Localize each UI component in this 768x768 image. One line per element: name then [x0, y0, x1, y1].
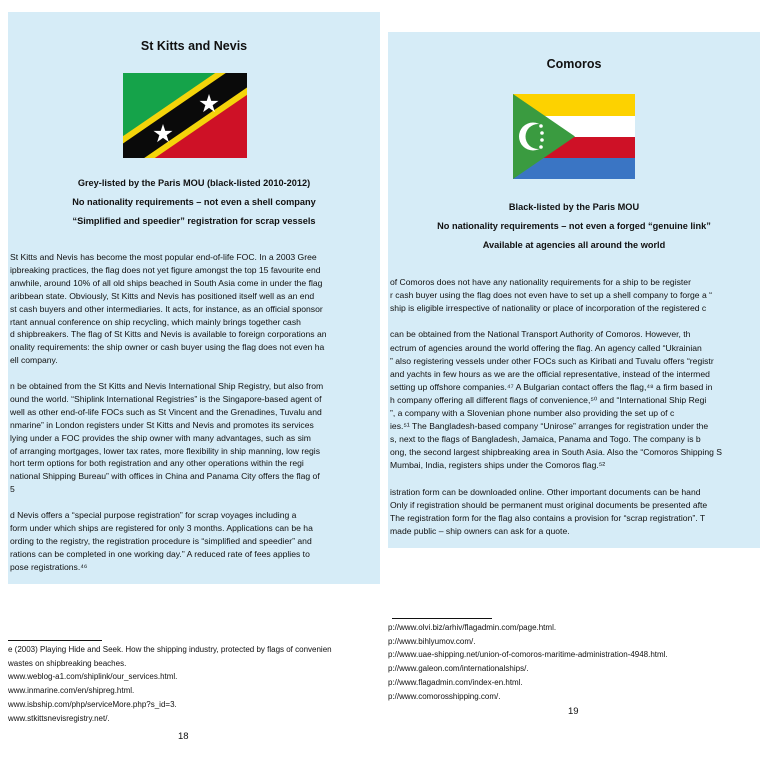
right-footnote-rule [392, 618, 492, 619]
right-title: Comoros [546, 57, 602, 71]
body-line: and yachts in few hours as we are the official representative, instead of the intermed [390, 368, 710, 379]
body-line: 5 [10, 484, 15, 495]
body-line: s, next to the flags of Bangladesh, Jamaica, Panama and Togo. The company is b [390, 434, 701, 445]
body-line: ”, a company with a Slovenian phone number also providing the set up of c [390, 408, 675, 418]
body-line: ong, the second largest shipbreaking area in South Asia. Also the “Comoros Shipping S [390, 447, 723, 458]
body-line: lying under a FOC provides the ship owner with many advantages, such as sim [10, 432, 311, 443]
right-subtitle-2: No nationality requirements – not even a forged “genuine link” [437, 221, 711, 231]
right-content-panel [388, 32, 760, 548]
left-footnote-rule [8, 640, 102, 641]
body-line: ell company. [10, 355, 58, 366]
body-line: of Comoros does not have any nationality requirements for a ship to be register [390, 277, 691, 287]
comoros-flag-image [513, 94, 635, 179]
footnote: p://www.comorosshipping.com/. [388, 691, 501, 701]
body-line: St Kitts and Nevis has become the most popular end-of-life FOC. In a 2003 Gree [10, 252, 317, 262]
body-line: national Shipping Bureau” with offices in China and Panama City offers the flag of [10, 471, 320, 482]
body-line: d Nevis offers a “special purpose registration” for scrap voyages including a [10, 510, 297, 520]
body-line: aribbean state. Obviously, St Kitts and Nevis has positioned itself well as an end [10, 290, 315, 301]
footnote: www.weblog-a1.com/shiplink/our_services.html. [8, 672, 178, 682]
body-line: ies.⁵¹ The Bangladesh-based company “Unirose” arranges for registration under the [390, 421, 709, 432]
footnote: wastes on shipbreaking beaches. [8, 658, 127, 668]
right-subtitle-1: Black-listed by the Paris MOU [508, 202, 640, 212]
st-kitts-flag-image [123, 73, 247, 158]
body-line: well as other end-of-life FOCs such as St Vincent and the Grenadines, Tuvalu and [10, 406, 322, 417]
body-line: h company offering all different flags of convenience,⁵⁰ and “International Ship Regi [390, 394, 707, 405]
left-page-number: 18 [178, 731, 189, 742]
body-line: st cash buyers and other intermediaries. It acts, for instance, as an official sponsor [10, 303, 323, 314]
body-line: ipbreaking practices, the flag does not yet figure amongst the top 15 favourite end [10, 264, 321, 275]
left-title: St Kitts and Nevis [140, 39, 248, 53]
body-line: rations can be completed in one working day.” A reduced rate of fees applies to [10, 548, 310, 559]
body-line: istration form can be downloaded online. Other important documents can be hand [390, 486, 701, 497]
right-subtitle-3: Available at agencies all around the world [482, 240, 666, 250]
body-line: Only if registration should be permanent must original documents be presented afte [390, 499, 708, 510]
body-line: pose registrations.⁴⁶ [10, 561, 88, 572]
footnote: p://www.flagadmin.com/index-en.html. [388, 677, 523, 687]
body-line: d shipbreakers. The flag of St Kitts and Nevis is available to foreign corporations an [10, 329, 327, 340]
left-subtitle-3: “Simplified and speedier” registration for scrap vessels [72, 216, 316, 226]
body-line: made public – ship owners can ask for a quote. [390, 525, 570, 536]
body-line: n be obtained from the St Kitts and Nevis International Ship Registry, but also from [10, 381, 324, 391]
body-line: ording to the registry, the registration procedure is “simplified and speedier” and [10, 535, 312, 546]
footnote: www.stkittsnevisregistry.net/. [8, 713, 110, 723]
body-line: r cash buyer using the flag does not even have to set up a shell company to forge a “ [390, 290, 712, 301]
body-line: setting up offshore companies.⁴⁷ A Bulgarian contact offers the flag,⁴⁸ a firm based in [390, 381, 713, 392]
footnote: e (2003) Playing Hide and Seek. How the shipping industry, protected by flags of convenien [8, 645, 332, 654]
body-line: ship is eligible irrespective of nationality or place of incorporation of the registered c [390, 303, 707, 314]
body-line: Mumbai, India, registers ships under the Comoros flag.⁵² [390, 460, 606, 471]
body-line: ound the world. “Shiplink International Registries” is the Singapore-based agent of [10, 393, 322, 404]
body-line: The registration form for the flag also contains a provision for “scrap registration”. T [390, 512, 706, 523]
footnote: p://www.uae-shipping.net/union-of-comoros-maritime-administration-4948.html. [388, 650, 668, 660]
left-subtitle-1: Grey-listed by the Paris MOU (black-listed 2010-2012) [77, 178, 311, 188]
footnote: p://www.olvi.biz/arhiv/flagadmin.com/page.html. [388, 623, 557, 632]
body-line: onality requirements: the ship owner or cash buyer using the flag does not even ha [10, 342, 325, 353]
body-line: nmarine” in London registers under St Kitts and Nevis and promotes its services [10, 419, 314, 430]
right-page [384, 0, 768, 768]
body-line: form under which ships are registered for only 3 months. Applications can be ha [10, 522, 313, 533]
body-line: ” also registering vessels under other FOCs such as Kiribati and Tuvalu offers “registr [390, 355, 714, 366]
left-subtitle-2: No nationality requirements – not even a shell company [72, 197, 316, 207]
footnote: www.isbship.com/php/serviceMore.php?s_id=3. [8, 699, 177, 709]
body-line: can be obtained from the National Transport Authority of Comoros. However, th [390, 329, 691, 340]
right-page-number: 19 [568, 706, 579, 717]
footnote: p://www.galeon.com/internationalships/. [388, 664, 529, 674]
body-line: anwhile, around 10% of all old ships beached in South Asia come in under the flag [10, 277, 323, 288]
body-line: rtant annual conference on ship recycling, which mainly brings together cash [10, 316, 301, 327]
left-content-panel [8, 12, 380, 584]
body-line: of arranging mortgages, lower tax rates, more flexibility in ship manning, low regis [10, 445, 320, 456]
body-line: ectrum of agencies around the world offering the flag. An agency called “Ukrainian [390, 342, 702, 353]
body-line: hort term options for both registration and any other operations within the regi [10, 458, 304, 469]
footnote: www.inmarine.com/en/shipreg.html. [8, 686, 135, 696]
footnote: p://www.bihlyumov.com/. [388, 636, 476, 646]
